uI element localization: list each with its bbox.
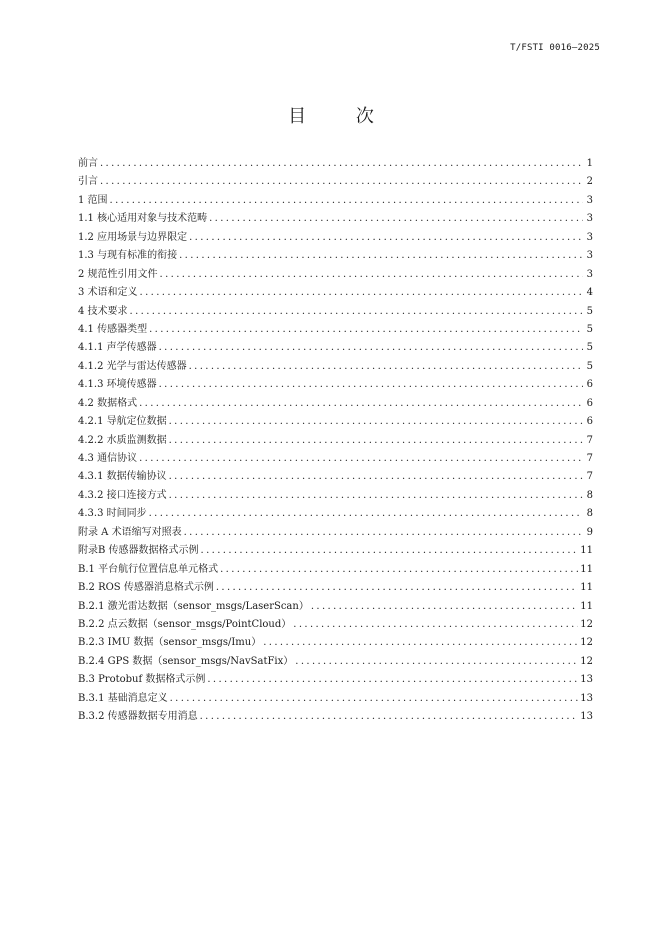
toc-leader-dots [149, 321, 583, 339]
toc-entry-label: 1 范围 [78, 194, 108, 206]
toc-entry[interactable] [78, 505, 593, 523]
toc-entry[interactable] [78, 376, 593, 394]
toc-entry-page: 11 [580, 600, 593, 612]
toc-entry-page: 11 [580, 563, 593, 575]
toc-leader-dots [140, 284, 583, 302]
document-code: T/FSTI 0016—2025 [510, 43, 600, 53]
toc-entry[interactable] [78, 303, 593, 321]
toc-leader-dots [263, 634, 578, 652]
toc-entry[interactable] [78, 468, 593, 486]
toc-leader-dots [220, 561, 578, 579]
toc-entry-page: 5 [586, 360, 593, 372]
toc-entry[interactable] [78, 634, 593, 652]
toc-leader-dots [170, 690, 579, 708]
toc-leader-dots [100, 173, 583, 191]
toc-entry-page: 7 [586, 434, 593, 446]
toc-entry-page: 9 [586, 526, 593, 538]
toc-entry-page: 5 [586, 342, 593, 354]
toc-leader-dots [209, 210, 583, 228]
toc-entry[interactable] [78, 284, 593, 302]
toc-entry[interactable] [78, 210, 593, 228]
toc-entry-page: 3 [586, 231, 593, 243]
toc-leader-dots [169, 413, 583, 431]
toc-list [78, 155, 593, 727]
toc-entry-label: 4.2.2 水质监测数据 [78, 434, 167, 446]
toc-entry-label: 4.2 数据格式 [78, 397, 138, 409]
toc-entry-page: 11 [580, 545, 593, 557]
toc-title: 目 次 [288, 106, 396, 127]
toc-leader-dots [149, 505, 583, 523]
toc-leader-dots [311, 598, 578, 616]
toc-entry-label: 附录B 传感器数据格式示例 [78, 545, 199, 557]
toc-entry-label: 1.2 应用场景与边界限定 [78, 231, 188, 243]
toc-entry-label: 4.1.2 光学与雷达传感器 [78, 360, 187, 372]
toc-entry[interactable] [78, 192, 593, 210]
toc-entry-label: B.2.4 GPS 数据（sensor_msgs/NavSatFix） [78, 655, 294, 667]
toc-entry-label: 3 术语和定义 [78, 287, 138, 299]
toc-leader-dots [160, 266, 583, 284]
toc-entry-page: 3 [586, 213, 593, 225]
toc-entry-label: 4 技术要求 [78, 305, 128, 317]
toc-entry-label: 引言 [78, 176, 98, 188]
toc-entry-page: 12 [580, 655, 593, 667]
toc-entry[interactable] [78, 339, 593, 357]
toc-entry-label: 附录 A 术语缩写对照表 [78, 526, 182, 538]
toc-leader-dots [159, 376, 583, 394]
toc-entry[interactable] [78, 450, 593, 468]
toc-leader-dots [100, 155, 583, 173]
toc-leader-dots [216, 579, 578, 597]
toc-leader-dots [201, 542, 579, 560]
toc-leader-dots [110, 192, 583, 210]
toc-entry-page: 3 [586, 194, 593, 206]
toc-entry-label: B.2.2 点云数据（sensor_msgs/PointCloud） [78, 618, 292, 630]
toc-entry[interactable] [78, 653, 593, 671]
toc-entry-page: 5 [586, 323, 593, 335]
toc-entry-page: 3 [586, 250, 593, 262]
toc-entry-page: 6 [586, 397, 593, 409]
toc-entry[interactable] [78, 616, 593, 634]
toc-entry[interactable] [78, 542, 593, 560]
toc-entry-page: 3 [586, 268, 593, 280]
toc-entry-page: 11 [580, 582, 593, 594]
toc-leader-dots [139, 450, 583, 468]
toc-entry[interactable] [78, 413, 593, 431]
toc-leader-dots [184, 524, 583, 542]
toc-entry-label: 4.3.3 时间同步 [78, 508, 147, 520]
toc-entry[interactable] [78, 358, 593, 376]
toc-entry-page: 1 [586, 158, 593, 169]
toc-entry-page: 6 [586, 416, 593, 428]
toc-entry-page: 13 [580, 674, 593, 686]
toc-entry-label: 4.1.1 声学传感器 [78, 342, 157, 354]
toc-entry[interactable] [78, 321, 593, 339]
toc-entry-label: B.2.3 IMU 数据（sensor_msgs/Imu） [78, 637, 262, 649]
toc-leader-dots [189, 358, 583, 376]
toc-entry-label: B.3.2 传感器数据专用消息 [78, 711, 198, 723]
toc-entry-page: 13 [580, 692, 593, 704]
toc-leader-dots [293, 616, 578, 634]
toc-entry-page: 12 [580, 618, 593, 630]
toc-entry-label: 1.3 与现有标准的衔接 [78, 250, 178, 262]
toc-leader-dots [189, 229, 583, 247]
toc-leader-dots [295, 653, 578, 671]
toc-entry[interactable] [78, 247, 593, 265]
toc-entry[interactable] [78, 487, 593, 505]
toc-leader-dots [169, 487, 583, 505]
toc-entry[interactable] [78, 229, 593, 247]
toc-leader-dots [207, 671, 578, 689]
toc-entry[interactable] [78, 266, 593, 284]
toc-entry[interactable] [78, 598, 593, 616]
toc-leader-dots [139, 395, 583, 413]
toc-entry-page: 12 [580, 637, 593, 649]
toc-entry[interactable] [78, 395, 593, 413]
toc-entry-page: 2 [586, 176, 593, 188]
toc-entry-label: 前言 [78, 158, 98, 169]
toc-entry-label: 2 规范性引用文件 [78, 268, 158, 280]
toc-entry-page: 5 [586, 305, 593, 317]
toc-leader-dots [179, 247, 583, 265]
toc-entry-label: 4.1 传感器类型 [78, 323, 148, 335]
toc-entry[interactable] [78, 524, 593, 542]
toc-entry-label: B.1 平台航行位置信息单元格式 [78, 563, 219, 575]
toc-entry-label: 1.1 核心适用对象与技术范畴 [78, 213, 208, 225]
toc-entry-page: 4 [586, 287, 593, 299]
toc-entry[interactable] [78, 432, 593, 450]
toc-entry-page: 13 [580, 711, 593, 723]
toc-entry[interactable] [78, 690, 593, 708]
toc-entry-label: 4.2.1 导航定位数据 [78, 416, 167, 428]
toc-entry-label: 4.3 通信协议 [78, 453, 138, 464]
toc-entry[interactable] [78, 155, 593, 173]
toc-entry-page: 7 [586, 453, 593, 464]
toc-entry[interactable] [78, 579, 593, 597]
toc-entry-label: 4.3.1 数据传输协议 [78, 471, 167, 483]
toc-entry-label: B.3.1 基础消息定义 [78, 692, 168, 704]
toc-leader-dots [159, 339, 583, 357]
toc-entry-page: 8 [586, 508, 593, 520]
toc-entry[interactable] [78, 708, 593, 726]
toc-entry[interactable] [78, 561, 593, 579]
toc-entry-label: B.3 Protobuf 数据格式示例 [78, 674, 206, 686]
toc-entry-label: 4.1.3 环境传感器 [78, 379, 157, 391]
toc-entry[interactable] [78, 671, 593, 689]
toc-leader-dots [200, 708, 579, 726]
toc-entry[interactable] [78, 173, 593, 191]
toc-entry-page: 6 [586, 379, 593, 391]
toc-entry-page: 8 [586, 489, 593, 501]
toc-leader-dots [130, 303, 583, 321]
toc-entry-page: 7 [586, 471, 593, 483]
toc-entry-label: B.2 ROS 传感器消息格式示例 [78, 582, 214, 594]
toc-entry-label: 4.3.2 接口连接方式 [78, 489, 167, 501]
toc-entry-label: B.2.1 激光雷达数据（sensor_msgs/LaserScan） [78, 600, 309, 612]
toc-leader-dots [169, 468, 583, 486]
toc-leader-dots [169, 432, 583, 450]
